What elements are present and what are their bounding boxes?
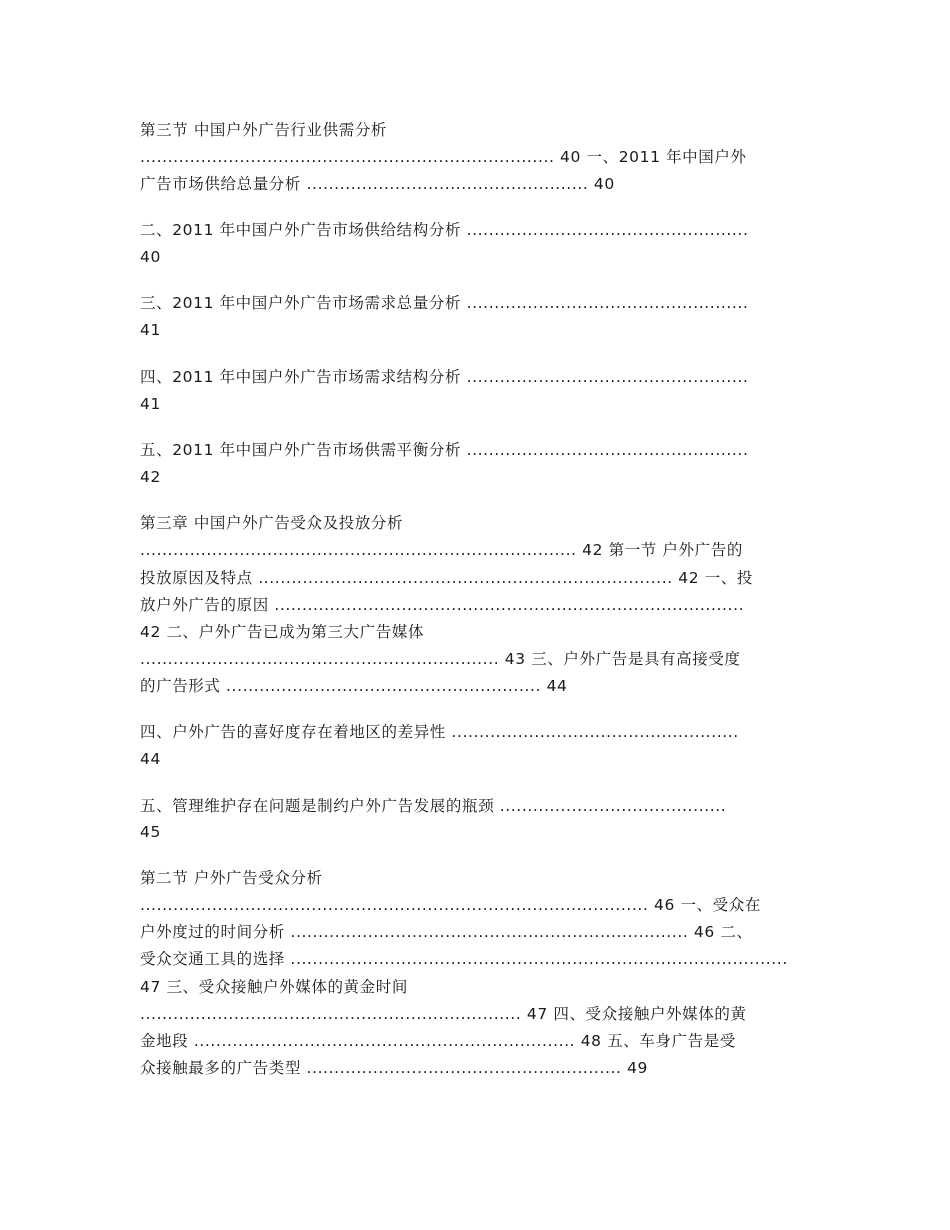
toc-section-heading: 第二节 户外广告受众分析 xyxy=(140,869,323,887)
toc-line: 47 三、受众接触户外媒体的黄金时间 xyxy=(140,978,408,996)
toc-page-number: 42 xyxy=(140,468,161,486)
toc-line: ........................................................................... 40 一、2011 年中国户外 xyxy=(140,148,747,166)
toc-page-number: 45 xyxy=(140,823,161,841)
toc-line: 受众交通工具的选择 .......................................................................................... xyxy=(140,950,788,968)
toc-line: 投放原因及特点 ........................................................................... 42 一、投 xyxy=(140,569,754,587)
toc-line: 广告市场供给总量分析 ................................................... 40 xyxy=(140,175,615,193)
toc-line: 四、2011 年中国户外广告市场需求结构分析 ................................................... xyxy=(140,368,749,386)
toc-line: ............................................................................................ 46 一、受众在 xyxy=(140,896,761,914)
toc-line: 42 二、户外广告已成为第三大广告媒体 xyxy=(140,623,425,641)
toc-line: ................................................................. 43 三、户外广告是具有高接受度 xyxy=(140,650,741,668)
toc-line: 众接触最多的广告类型 ......................................................... 49 xyxy=(140,1059,649,1077)
toc-chapter-heading: 第三章 中国户外广告受众及投放分析 xyxy=(140,514,404,532)
toc-line: 五、管理维护存在问题是制约户外广告发展的瓶颈 ......................................... xyxy=(140,797,727,815)
toc-page-number: 41 xyxy=(140,395,161,413)
toc-page-number: 41 xyxy=(140,321,161,339)
toc-line: 二、2011 年中国户外广告市场供给结构分析 ................................................... xyxy=(140,221,749,239)
toc-line: 四、户外广告的喜好度存在着地区的差异性 .................................................... xyxy=(140,723,739,741)
toc-page-number: 44 xyxy=(140,750,161,768)
toc-section-heading: 第三节 中国户外广告行业供需分析 xyxy=(140,121,388,139)
toc-line: 金地段 ..................................................................... 48 五、车身广告是受 xyxy=(140,1032,736,1050)
toc-line: 五、2011 年中国户外广告市场供需平衡分析 ................................................... xyxy=(140,441,749,459)
toc-line: 的广告形式 ......................................................... 44 xyxy=(140,677,568,695)
toc-line: 户外度过的时间分析 ........................................................................ 46 二、 xyxy=(140,923,753,941)
toc-page-number: 40 xyxy=(140,248,161,266)
toc-line: 三、2011 年中国户外广告市场需求总量分析 ................................................... xyxy=(140,294,749,312)
toc-line: ..................................................................... 47 四、受众接触户外媒体的黄 xyxy=(140,1005,747,1023)
toc-line: ............................................................................... 42 第一节 户外广告的 xyxy=(140,541,743,559)
toc-line: 放户外广告的原因 ..................................................................................... xyxy=(140,596,745,614)
